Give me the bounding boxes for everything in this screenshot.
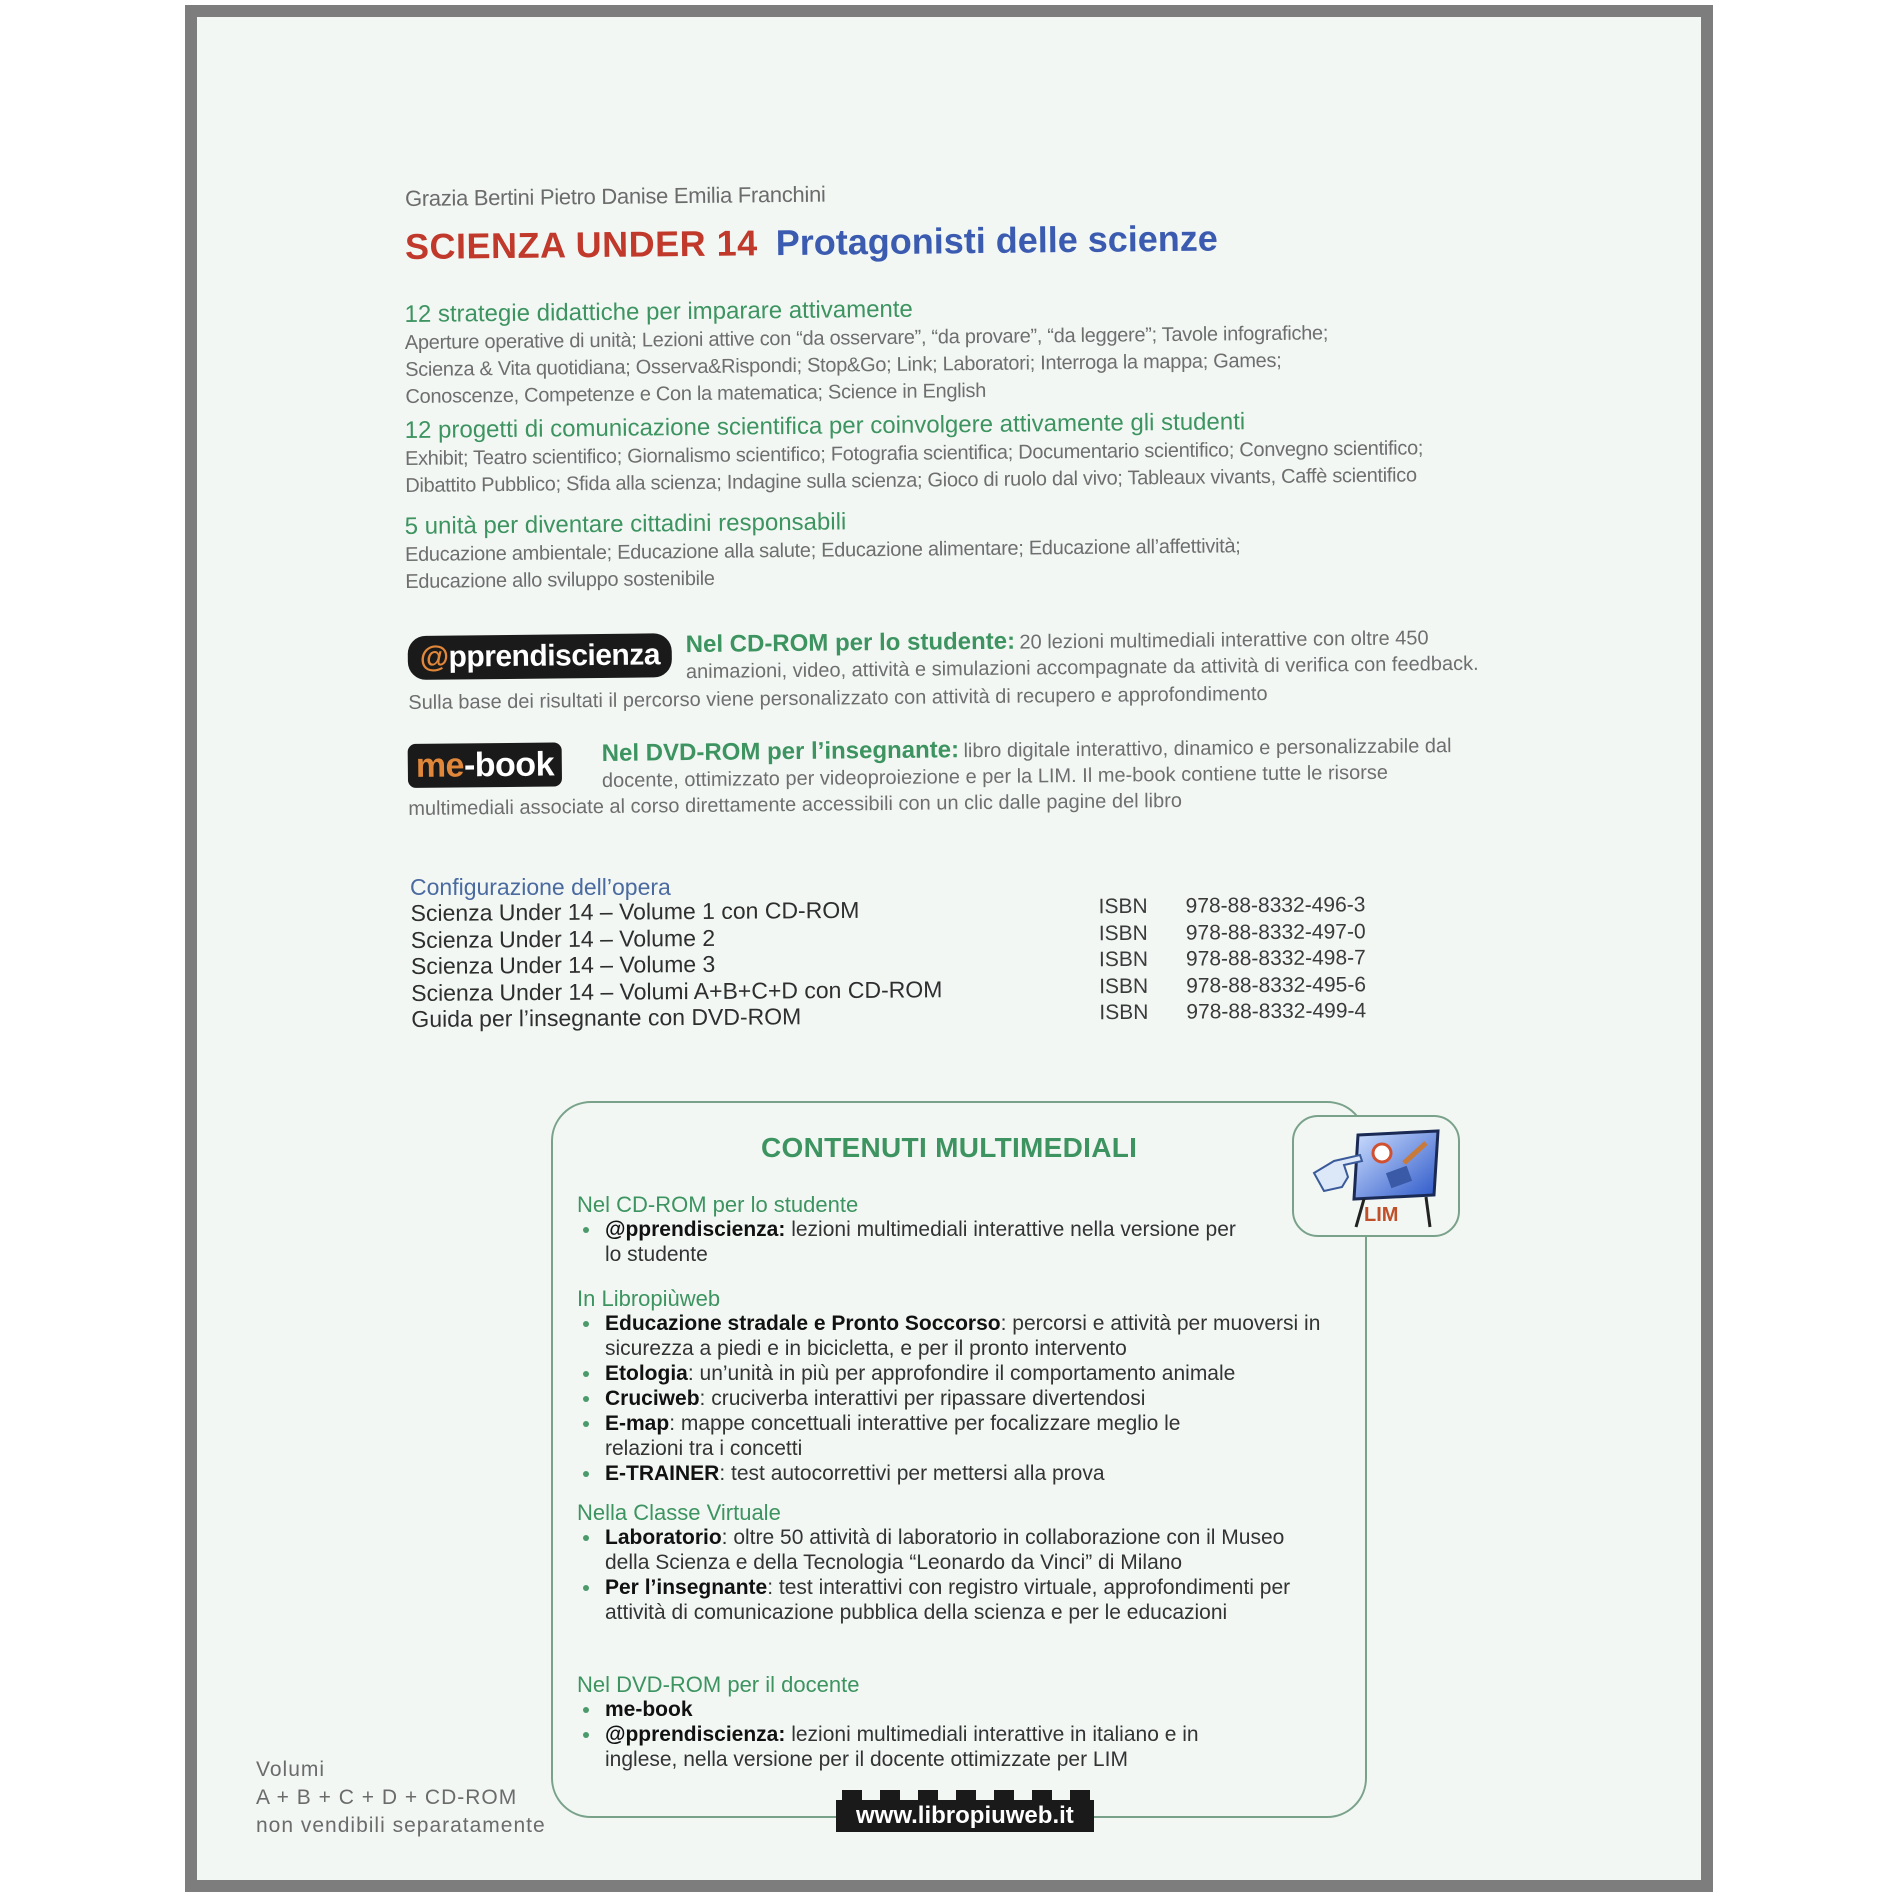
media-text: multimediali associate al corso direttamente accessibili con un clic dalle pagine del libro <box>408 789 1183 820</box>
title-subtitle: Protagonisti delle scienze <box>775 217 1219 264</box>
section-heading: 5 unità per diventare cittadini responsabili <box>404 508 847 541</box>
section-line: Educazione ambientale; Educazione alla salute; Educazione alimentare; Educazione all’affettività; <box>404 535 1241 566</box>
media-text: libro digitale interattivo, dinamico e personalizzabile dal <box>963 735 1452 763</box>
mebook-block <box>408 735 1452 821</box>
media-text: 20 lezioni multimediali interattive con oltre 450 <box>1019 627 1429 654</box>
group-heading: Nel DVD-ROM per il docente <box>577 1672 860 1697</box>
mebook-logo: me-book <box>408 742 563 788</box>
logo-crenellation <box>836 1790 1094 1800</box>
list-item: E-map: mappe concettuali interattive per focalizzare meglio le relazioni tra i concetti <box>577 1411 1245 1461</box>
section-line: Dibattito Pubblico; Sfida alla scienza; Indagine sulla scienza; Gioco di ruolo dal vivo; Tableaux vivants, Caffè scientifico <box>405 464 1417 497</box>
list-item: Cruciweb: cruciverba interattivi per ripassare divertendosi <box>577 1386 1337 1411</box>
section-heading: 12 strategie didattiche per imparare attivamente <box>404 295 913 329</box>
section-strategies <box>404 290 1328 411</box>
section-heading: 12 progetti di comunicazione scientifica per coinvolgere attivamente gli studenti <box>404 408 1246 445</box>
section-line: Educazione allo sviluppo sostenibile <box>405 567 715 593</box>
media-lead: Nel CD-ROM per lo studente: <box>685 627 1016 659</box>
libropiuweb-logo <box>836 1790 1094 1832</box>
configuration-heading: Configurazione dell’opera <box>410 874 671 900</box>
section-projects <box>405 405 1424 500</box>
list-item: me-book <box>577 1697 1297 1722</box>
section-line: Conoscenze, Competenze e Con la matematica; Science in English <box>405 379 987 408</box>
interactive-whiteboard-icon <box>1294 1117 1458 1235</box>
svg-text:LIM: LIM <box>1364 1204 1399 1226</box>
apprendiscienza-block <box>408 627 1479 715</box>
group-heading: Nella Classe Virtuale <box>577 1500 781 1525</box>
group-heading: Nel CD-ROM per lo studente <box>577 1192 859 1217</box>
website-url: www.libropiuweb.it <box>836 1800 1094 1832</box>
media-lead: Nel DVD-ROM per l’insegnante: <box>601 736 960 767</box>
lim-badge <box>1292 1115 1460 1237</box>
multimedia-box-title: CONTENUTI MULTIMEDIALI <box>761 1132 1138 1163</box>
media-text: Sulla base dei risultati il percorso viene personalizzato con attività di recupero e approfondimento <box>408 682 1268 714</box>
list-item: Educazione stradale e Pronto Soccorso: percorsi e attività per muoversi in sicurezza a piedi e in bicicletta, e per il pronto intervento <box>577 1311 1337 1361</box>
authors: Grazia Bertini Pietro Danise Emilia Franchini <box>404 181 826 211</box>
section-line: Scienza & Vita quotidiana; Osserva&Rispondi; Stop&Go; Link; Laboratori; Interroga la mappa; Games; <box>405 349 1282 381</box>
list-item: Laboratorio: oltre 50 attività di laboratorio in collaborazione con il Museo della Scienza e della Tecnologia “Leonardo da Vinci” di Milano <box>577 1525 1325 1575</box>
list-item: Per l’insegnante: test interattivi con registro virtuale, approfondimenti per attività di comunicazione pubblica della scienza e per le educazioni <box>577 1575 1305 1625</box>
group-libropiuweb <box>577 1286 1337 1486</box>
media-text: docente, ottimizzato per videoproiezione e per la LIM. Il me-book contiene tutte le risorse <box>601 761 1389 792</box>
media-text: animazioni, video, attività e simulazioni accompagnate da attività di verifica con feedback. <box>685 652 1479 684</box>
group-cdrom-student <box>577 1192 1257 1267</box>
group-dvdrom-teacher <box>577 1672 1297 1772</box>
section-line: Aperture operative di unità; Lezioni attive con “da osservare”, “da provare”, “da leggere”; Tavole infografiche; <box>404 322 1329 355</box>
volumes-note: Volumi A + B + C + D + CD-ROM non vendibili separatamente <box>256 1758 546 1837</box>
section-citizens <box>405 503 1241 596</box>
list-item: @pprendiscienza: lezioni multimediali interattive nella versione per lo studente <box>577 1217 1245 1267</box>
list-item: Etologia: un’unità in più per approfondire il comportamento animale <box>577 1361 1337 1386</box>
title-main: SCIENZA UNDER 14 <box>404 222 758 267</box>
configuration-table <box>410 893 1367 1032</box>
apprendiscienza-logo: @pprendiscienza <box>408 633 673 680</box>
group-virtual-class <box>577 1500 1337 1625</box>
book-title <box>405 217 1218 268</box>
section-line: Exhibit; Teatro scientifico; Giornalismo scientifico; Fotografia scientifica; Documentario scientifico; Convegno scientifico; <box>404 437 1424 470</box>
list-item: @pprendiscienza: lezioni multimediali interattive in italiano e in inglese, nella versione per il docente ottimizzate per LIM <box>577 1722 1245 1772</box>
list-item: E-TRAINER: test autocorrettivi per mettersi alla prova <box>577 1461 1337 1486</box>
group-heading: In Libropiùweb <box>577 1286 721 1311</box>
